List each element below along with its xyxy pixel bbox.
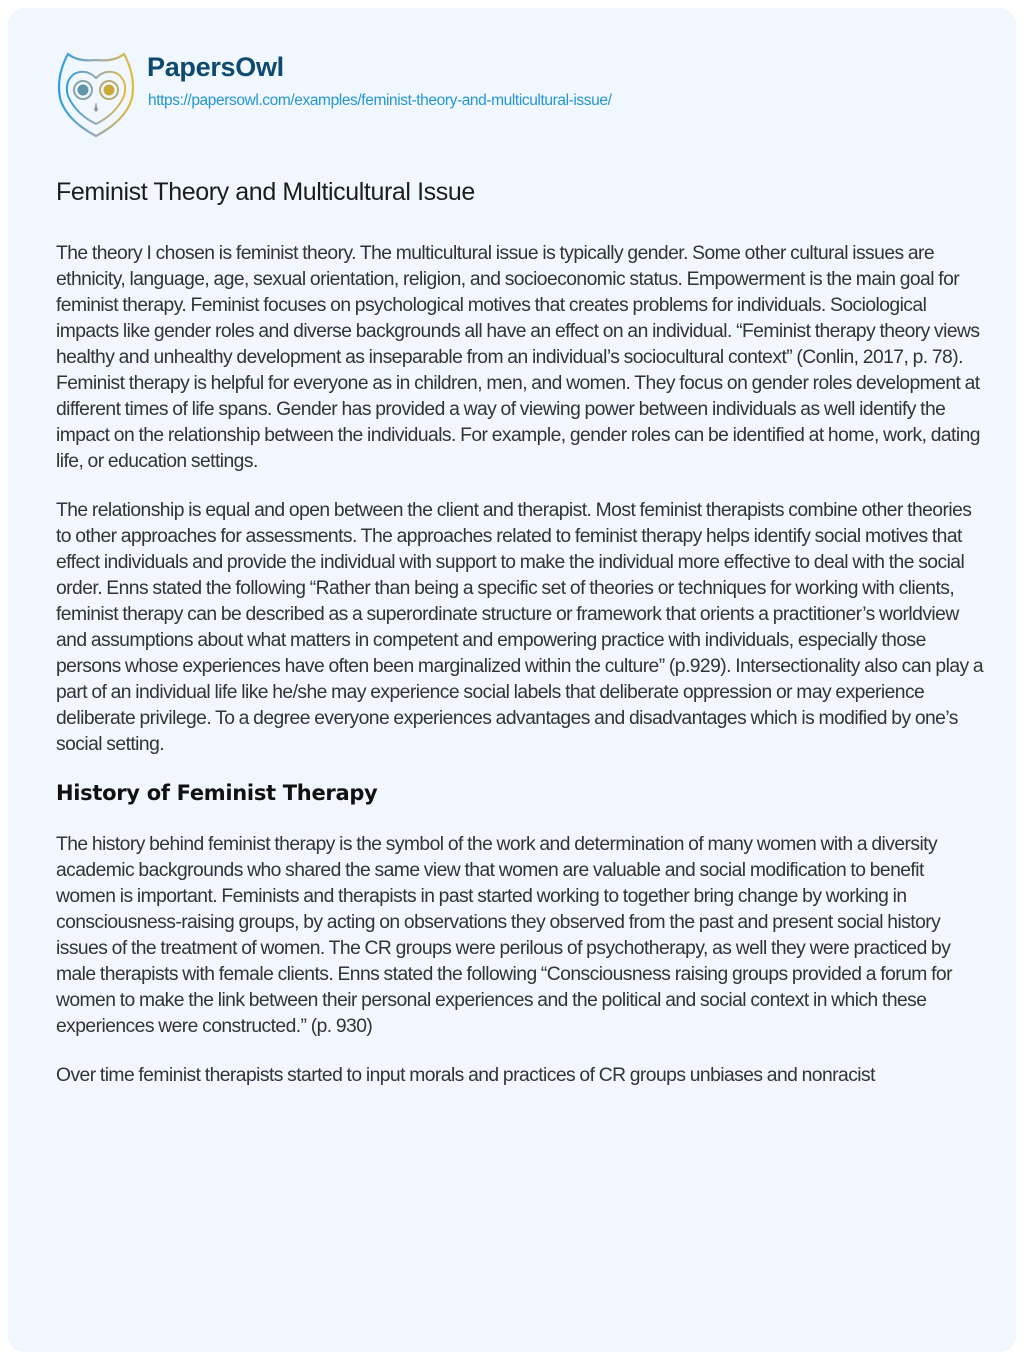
brand-name[interactable]: PapersOwl bbox=[147, 52, 284, 82]
document-card bbox=[8, 8, 1016, 1352]
paragraph: The theory I chosen is feminist theory. The multicultural issue is typically gender. Some other cultural issues are ethnicity, language, age, sexual orientation, religion, and socioeconomic status. Empowerment is the main goal for feminist therapy. Feminist focuses on psychological motives that creates problems for individuals. Sociological impacts like gender roles and diverse backgrounds all have an effect on an individual. “Feminist therapy theory views healthy and unhealthy development as inseparable from an individual’s sociocultural context” (Conlin, 2017, p. 78). Feminist therapy is helpful for everyone as in children, men, and women. They focus on gender roles development at different times of life spans. Gender has provided a way of viewing power between individuals as well identify the impact on the relationship between the individuals. For example, gender roles can be identified at home, work, dating life, or education settings. bbox=[56, 243, 980, 472]
paragraph: Over time feminist therapists started to input morals and practices of CR groups unbiases and nonracist bbox=[56, 1065, 875, 1086]
paragraph: The relationship is equal and open between the client and therapist. Most feminist therapists combine other theories to other approaches for assessments. The approaches related to feminist therapy helps identify social motives that effect individuals and provide the individual with support to make the individual more effective to deal with the social order. Enns stated the following “Rather than being a specific set of theories or techniques for working with clients, feminist therapy can be described as a superordinate structure or framework that orients a practitioner’s worldview and assumptions about what matters in competent and empowering practice with individuals, especially those persons whose experiences have often been marginalized within the culture” (p.929). Intersectionality also can play a part of an individual life like he/she may experience social labels that deliberate oppression or may experience deliberate privilege. To a degree everyone experiences advantages and disadvantages which is modified by one’s social setting. bbox=[56, 500, 984, 755]
paragraph: The history behind feminist therapy is the symbol of the work and determination of many women with a diversity academic backgrounds who shared the same view that women are valuable and social modification to benefit women is important. Feminists and therapists in past started working to together bring change by working in consciousness-raising groups, by acting on observations they observed from the past and present social history issues of the treatment of women. The CR groups were perilous of psychotherapy, as well they were practiced by male therapists with female clients. Enns stated the following “Consciousness raising groups provided a forum for women to make the link between their personal experiences and the political and social context in which these experiences were constructed.” (p. 930) bbox=[56, 834, 952, 1037]
document-title: Feminist Theory and Multicultural Issue bbox=[56, 178, 475, 206]
owl-logo-icon bbox=[56, 48, 136, 138]
section-heading: History of Feminist Therapy bbox=[56, 781, 378, 805]
source-url-link[interactable]: https://papersowl.com/examples/feminist-theory-and-multicultural-issue/ bbox=[148, 92, 612, 109]
document-body bbox=[56, 241, 986, 1112]
